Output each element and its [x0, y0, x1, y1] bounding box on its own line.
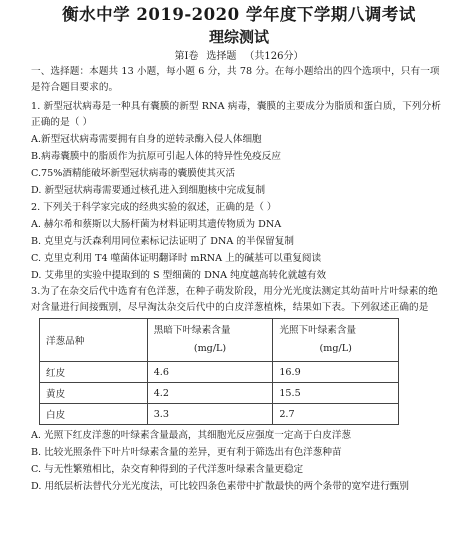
- q1-option-d: D. 新型冠状病毒需要通过核孔进入到细胞核中完成复制: [31, 185, 266, 196]
- cell-light: 16.9: [273, 362, 399, 383]
- q3-option-b: B. 比较光照条件下叶片叶绿素含量的差异，更有利于筛选出有色洋葱种苗: [31, 447, 342, 458]
- q1-option-c: C.75%酒精能破坏新型冠状病毒的囊膜使其灭活: [31, 168, 236, 179]
- section-score: （共126分）: [244, 51, 304, 62]
- cell-dark: 3.3: [147, 404, 273, 425]
- cell-variety: 黄皮: [40, 383, 148, 404]
- table-header-row: [40, 319, 399, 362]
- cell-variety: 白皮: [40, 404, 148, 425]
- table-row: [40, 383, 399, 404]
- cell-light: 15.5: [273, 383, 399, 404]
- table-row: [40, 362, 399, 383]
- col-header-light-label: 光照下叶绿素含量: [279, 325, 357, 336]
- q3-option-c: C. 与无性繁殖相比，杂交育种得到的子代洋葱叶绿素含量更稳定: [31, 464, 304, 475]
- section-heading: [31, 50, 447, 64]
- cell-light: 2.7: [273, 404, 399, 425]
- cell-variety: 红皮: [40, 362, 148, 383]
- q2-option-b: B. 克里克与沃森利用同位素标记法证明了 DNA 的半保留复制: [31, 236, 294, 247]
- q2-option-c: C. 克里克利用 T4 噬菌体证明翻译时 mRNA 上的碱基可以重复阅读: [31, 253, 322, 264]
- q2-option-a: A. 赫尔希和蔡斯以大肠杆菌为材料证明其遗传物质为 DNA: [31, 219, 282, 230]
- section-name: 选择题: [206, 51, 237, 62]
- col-header-light-unit: (mg/L): [319, 343, 352, 354]
- cell-dark: 4.2: [147, 383, 273, 404]
- q1-stem: 1. 新型冠状病毒是一种具有囊膜的新型 RNA 病毒，囊膜的主要成分为脂质和蛋白质，下列分析正确的是（ ）: [31, 101, 442, 128]
- q1-option-a: A.新型冠状病毒需要拥有自身的逆转录酶入侵人体细胞: [31, 134, 262, 145]
- q3-option-a: A. 光照下红皮洋葱的叶绿素含量最高，其细胞光反应强度一定高于白皮洋葱: [31, 430, 352, 441]
- intro-text: 一、选择题：本题共 13 小题，每小题 6 分，共 78 分。在每小题给出的四个选项中，只有一项是符合题目要求的。: [31, 66, 440, 93]
- exam-title: 衡水中学 2019-2020 学年度下学期八调考试: [62, 5, 416, 24]
- q3-stem: 3.为了在杂交后代中选育有色洋葱，在种子萌发阶段，用分光光度法测定其幼苗叶片叶绿素的绝对含量进行间接甄别，尽早淘汰杂交后代中的白皮洋葱植株，结果如下表。下列叙述正确的是: [31, 286, 438, 313]
- col-header-dark-unit: (mg/L): [193, 343, 227, 354]
- col-header-variety: 洋葱品种: [40, 319, 148, 362]
- col-header-dark-label: 黑暗下叶绿素含量: [153, 325, 231, 336]
- q1-option-b: B.病毒囊膜中的脂质作为抗原可引起人体的特异性免疫反应: [31, 151, 281, 162]
- col-header-light: [273, 319, 399, 362]
- exam-subtitle: 理综测试: [208, 28, 269, 46]
- table-row: [40, 404, 399, 425]
- cell-dark: 4.6: [147, 362, 273, 383]
- chlorophyll-table: [39, 318, 399, 425]
- q3-option-d: D. 用纸层析法替代分光光度法，可比较四条色素带中扩散最快的两个条带的宽窄进行甄别: [31, 481, 410, 492]
- q2-stem: 2. 下列关于科学家完成的经典实验的叙述，正确的是（ ）: [31, 202, 277, 213]
- col-header-dark: [147, 319, 273, 362]
- section-part: 第Ⅰ卷: [174, 51, 199, 62]
- q2-option-d: D. 艾弗里的实验中提取到的 S 型细菌的 DNA 纯度越高转化就越有效: [31, 270, 327, 281]
